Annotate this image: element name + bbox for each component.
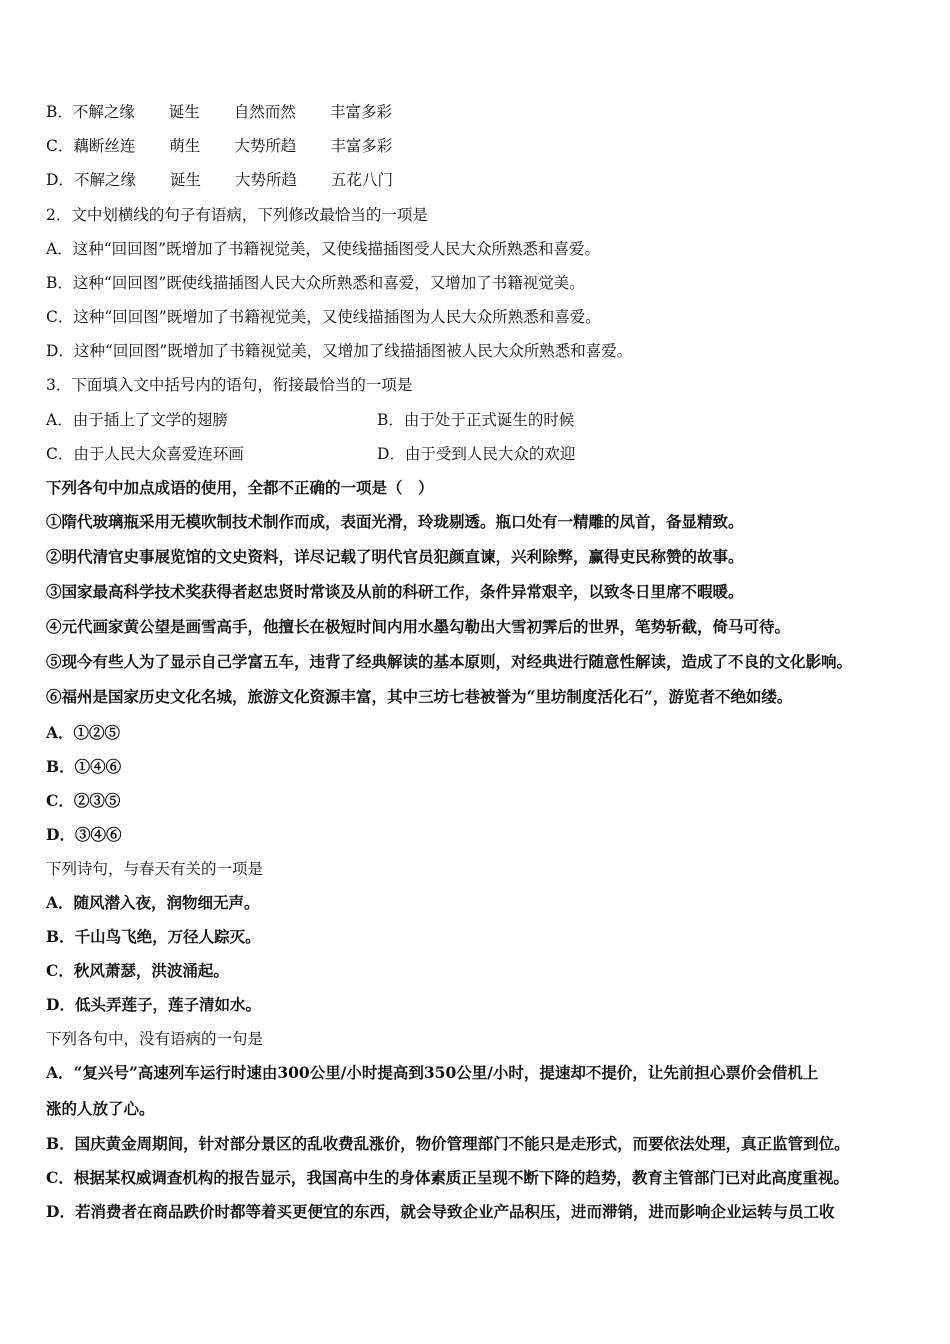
q5-stem: 下列诗句，与春天有关的一项是 xyxy=(46,860,264,878)
q4-option-b[interactable]: B．①④⑥ xyxy=(46,757,122,776)
q6-option-a[interactable]: A．“复兴号”高速列车运行时速由300公里/小时提高到350公里/小时，提速却不提价，让先前担心票价会借机上 xyxy=(46,1063,819,1082)
q3-stem: 3．下面填入文中括号内的语句，衔接最恰当的一项是 xyxy=(46,376,413,394)
q6-option-a-cont: 涨的人放了心。 xyxy=(46,1099,155,1118)
q5-option-d[interactable]: D．低头弄莲子，莲子清如水。 xyxy=(46,995,261,1014)
q3-options-row-1 xyxy=(46,410,930,430)
q4-item-5: ⑤现今有些人为了显示自己学富五车，违背了经典解读的基本原则，对经典进行随意性解读，造成了不良的文化影响。 xyxy=(46,652,853,671)
q4-option-a[interactable]: A．①②⑤ xyxy=(46,723,121,742)
q1-option-c[interactable]: C．藕断丝连 萌生 大势所趋 丰富多彩 xyxy=(46,137,393,155)
q6-option-c[interactable]: C．根据某权威调查机构的报告显示，我国高中生的身体素质正呈现不断下降的趋势，教育主管部门已对此高度重视。 xyxy=(46,1168,849,1187)
q4-item-6: ⑥福州是国家历史文化名城，旅游文化资源丰富，其中三坊七巷被誉为“里坊制度活化石”，游览者不绝如缕。 xyxy=(46,687,793,706)
q3-option-d[interactable]: D．由于受到人民大众的欢迎 xyxy=(377,445,576,463)
q6-option-d[interactable]: D．若消费者在商品跌价时都等着买更便宜的东西，就会导致企业产品积压，进而滞销，进而影响企业运转与员工收 xyxy=(46,1202,835,1221)
q4-option-d[interactable]: D．③④⑥ xyxy=(46,825,122,844)
q4-option-c[interactable]: C．②③⑤ xyxy=(46,791,121,810)
q2-option-d[interactable]: D．这种“回回图”既增加了书籍视觉美，又增加了线描插图被人民大众所熟悉和喜爱。 xyxy=(46,342,633,360)
q5-option-a[interactable]: A．随风潜入夜，润物细无声。 xyxy=(46,893,260,912)
q4-item-1: ①隋代玻璃瓶采用无模吹制技术制作而成，表面光滑，玲珑剔透。瓶口处有一精雕的凤首，备显精致。 xyxy=(46,512,744,531)
q1-option-b[interactable]: B．不解之缘 诞生 自然而然 丰富多彩 xyxy=(46,103,392,121)
q1-option-d[interactable]: D．不解之缘 诞生 大势所趋 五花八门 xyxy=(46,171,393,189)
q5-option-c[interactable]: C．秋风萧瑟，洪波涌起。 xyxy=(46,961,229,980)
q3-options-row-2 xyxy=(46,444,930,464)
q4-item-3: ③国家最高科学技术奖获得者赵忠贤时常谈及从前的科研工作，条件异常艰辛，以致冬日里席不暇暖。 xyxy=(46,582,744,601)
q4-item-4: ④元代画家黄公望是画雪高手，他擅长在极短时间内用水墨勾勒出大雪初霁后的世界，笔势斩截，倚马可待。 xyxy=(46,617,791,636)
q3-option-c[interactable]: C．由于人民大众喜爱连环画 xyxy=(46,445,244,463)
q6-option-b[interactable]: B．国庆黄金周期间，针对部分景区的乱收费乱涨价，物价管理部门不能只是走形式，而要依法处理，真正监管到位。 xyxy=(46,1134,850,1153)
q6-stem: 下列各句中，没有语病的一句是 xyxy=(46,1030,264,1048)
q5-option-b[interactable]: B．千山鸟飞绝，万径人踪灭。 xyxy=(46,927,261,946)
q4-stem: 下列各句中加点成语的使用，全都不正确的一项是（ ） xyxy=(46,478,434,497)
q2-option-b[interactable]: B．这种“回回图”既使线描插图人民大众所熟悉和喜爱，又增加了书籍视觉美。 xyxy=(46,274,585,292)
q4-item-2: ②明代清官史事展览馆的文史资料，详尽记载了明代官员犯颜直谏，兴利除弊，赢得吏民称赞的故事。 xyxy=(46,547,744,566)
q2-stem: 2．文中划横线的句子有语病，下列修改最恰当的一项是 xyxy=(46,206,428,224)
q3-option-a[interactable]: A．由于插上了文学的翅膀 xyxy=(46,411,228,429)
q3-option-b[interactable]: B．由于处于正式诞生的时候 xyxy=(377,411,575,429)
q2-option-c[interactable]: C．这种“回回图”既增加了书籍视觉美，又使线描插图为人民大众所熟悉和喜爱。 xyxy=(46,308,601,326)
q2-option-a[interactable]: A．这种“回回图”既增加了书籍视觉美，又使线描插图受人民大众所熟悉和喜爱。 xyxy=(46,240,601,258)
